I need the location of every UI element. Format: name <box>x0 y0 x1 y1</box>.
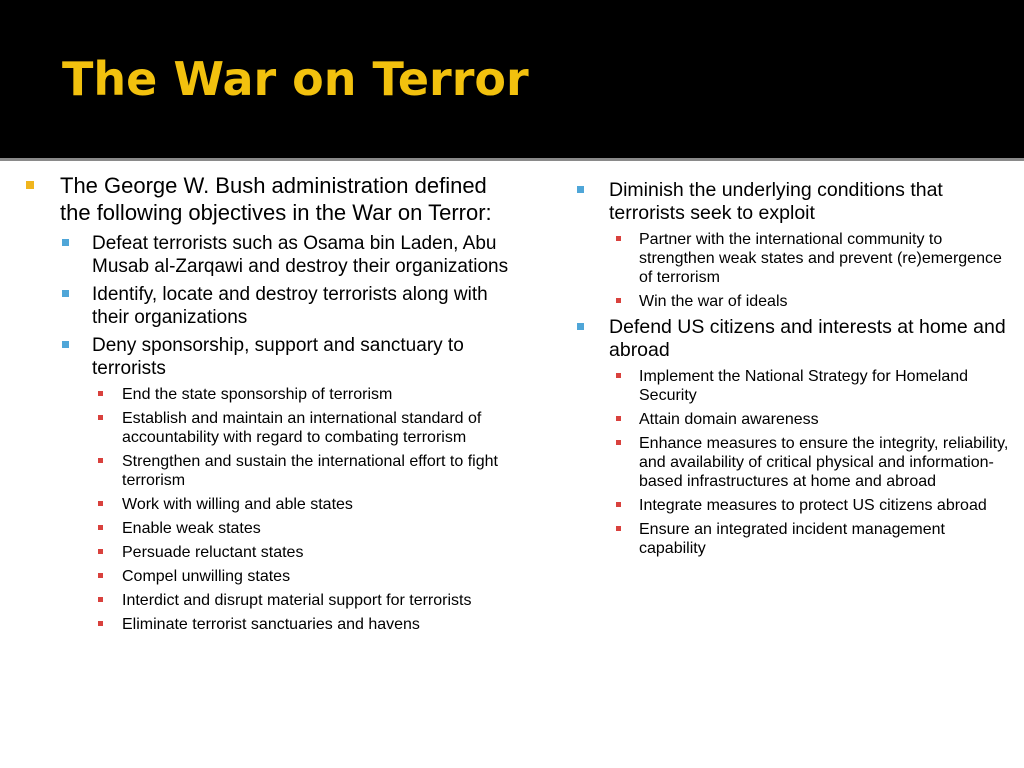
goal-item <box>574 292 1012 311</box>
sub-item <box>22 591 522 610</box>
bullet-square-icon <box>616 236 621 241</box>
sub-item-text: Enable weak states <box>122 520 261 537</box>
bullet-square-icon <box>98 391 103 396</box>
bullet-square-icon <box>98 415 103 420</box>
bullet-square-icon <box>98 501 103 506</box>
bullet-square-icon <box>616 416 621 421</box>
bullet-square-icon <box>62 341 69 348</box>
sub-item-text: End the state sponsorship of terrorism <box>122 386 393 403</box>
sub-item <box>22 567 522 586</box>
sub-item-text: Establish and maintain an international standard of accountability with regard to combating terrorism <box>122 410 482 446</box>
goal-item <box>574 230 1012 287</box>
objective-item <box>22 232 522 278</box>
bullet-square-icon <box>62 290 69 297</box>
bullet-square-icon <box>616 526 621 531</box>
bullet-square-icon <box>98 573 103 578</box>
intro-item <box>22 172 522 226</box>
sub-item-text: Interdict and disrupt material support for terrorists <box>122 592 472 609</box>
objective-item <box>22 334 522 380</box>
bullet-square-icon <box>98 597 103 602</box>
objective-text: Identify, locate and destroy terrorists along with their organizations <box>92 284 488 328</box>
goal-heading <box>574 179 1012 225</box>
right-column <box>574 179 1012 563</box>
bullet-square-icon <box>98 621 103 626</box>
bullet-square-icon <box>616 373 621 378</box>
bullet-square-icon <box>98 458 103 463</box>
sub-item <box>22 615 522 634</box>
bullet-square-icon <box>98 525 103 530</box>
goal-item-text: Partner with the international community to strengthen weak states and prevent (re)emergence of terrorism <box>639 231 1002 286</box>
sub-item <box>22 452 522 490</box>
goal-item <box>574 520 1012 558</box>
slide-title: The War on Terror <box>62 52 529 106</box>
sub-item <box>22 519 522 538</box>
sub-item-text: Compel unwilling states <box>122 568 291 585</box>
sub-item-text: Strengthen and sustain the international effort to fight terrorism <box>122 453 498 489</box>
goal-heading <box>574 316 1012 362</box>
bullet-square-icon <box>62 239 69 246</box>
bullet-square-icon <box>616 440 621 445</box>
bullet-square-icon <box>616 298 621 303</box>
goal-item <box>574 434 1012 491</box>
goal-item-text: Attain domain awareness <box>639 411 819 428</box>
sub-item <box>22 385 522 404</box>
objective-item <box>22 283 522 329</box>
sub-item <box>22 409 522 447</box>
goal-heading-text: Defend US citizens and interests at home and abroad <box>609 316 1006 361</box>
sub-item <box>22 543 522 562</box>
goal-item-text: Win the war of ideals <box>639 293 788 310</box>
sub-item-text: Work with willing and able states <box>122 496 353 513</box>
objective-text: Deny sponsorship, support and sanctuary to terrorists <box>92 335 464 379</box>
intro-text: The George W. Bush administration defined the following objectives in the War on Terror: <box>60 173 492 225</box>
goal-item-text: Ensure an integrated incident management capability <box>639 521 945 557</box>
goal-heading-text: Diminish the underlying conditions that terrorists seek to exploit <box>609 179 943 224</box>
bullet-square-icon <box>577 186 584 193</box>
sub-item-text: Eliminate terrorist sanctuaries and havens <box>122 616 420 633</box>
goal-item <box>574 496 1012 515</box>
bullet-square-icon <box>98 549 103 554</box>
bullet-square-icon <box>616 502 621 507</box>
goal-item-text: Implement the National Strategy for Homeland Security <box>639 368 969 404</box>
title-divider <box>0 158 1024 161</box>
goal-item-text: Integrate measures to protect US citizens abroad <box>639 497 987 514</box>
goal-item <box>574 410 1012 429</box>
bullet-square-icon <box>26 181 34 189</box>
objective-text: Defeat terrorists such as Osama bin Laden, Abu Musab al-Zarqawi and destroy their organizations <box>92 233 509 277</box>
goal-item <box>574 367 1012 405</box>
sub-item-text: Persuade reluctant states <box>122 544 304 561</box>
goal-item-text: Enhance measures to ensure the integrity, reliability, and availability of critical physical and information-based infrastructures at home and abroad <box>639 435 1009 490</box>
sub-item <box>22 495 522 514</box>
left-column <box>22 172 522 639</box>
bullet-square-icon <box>577 323 584 330</box>
